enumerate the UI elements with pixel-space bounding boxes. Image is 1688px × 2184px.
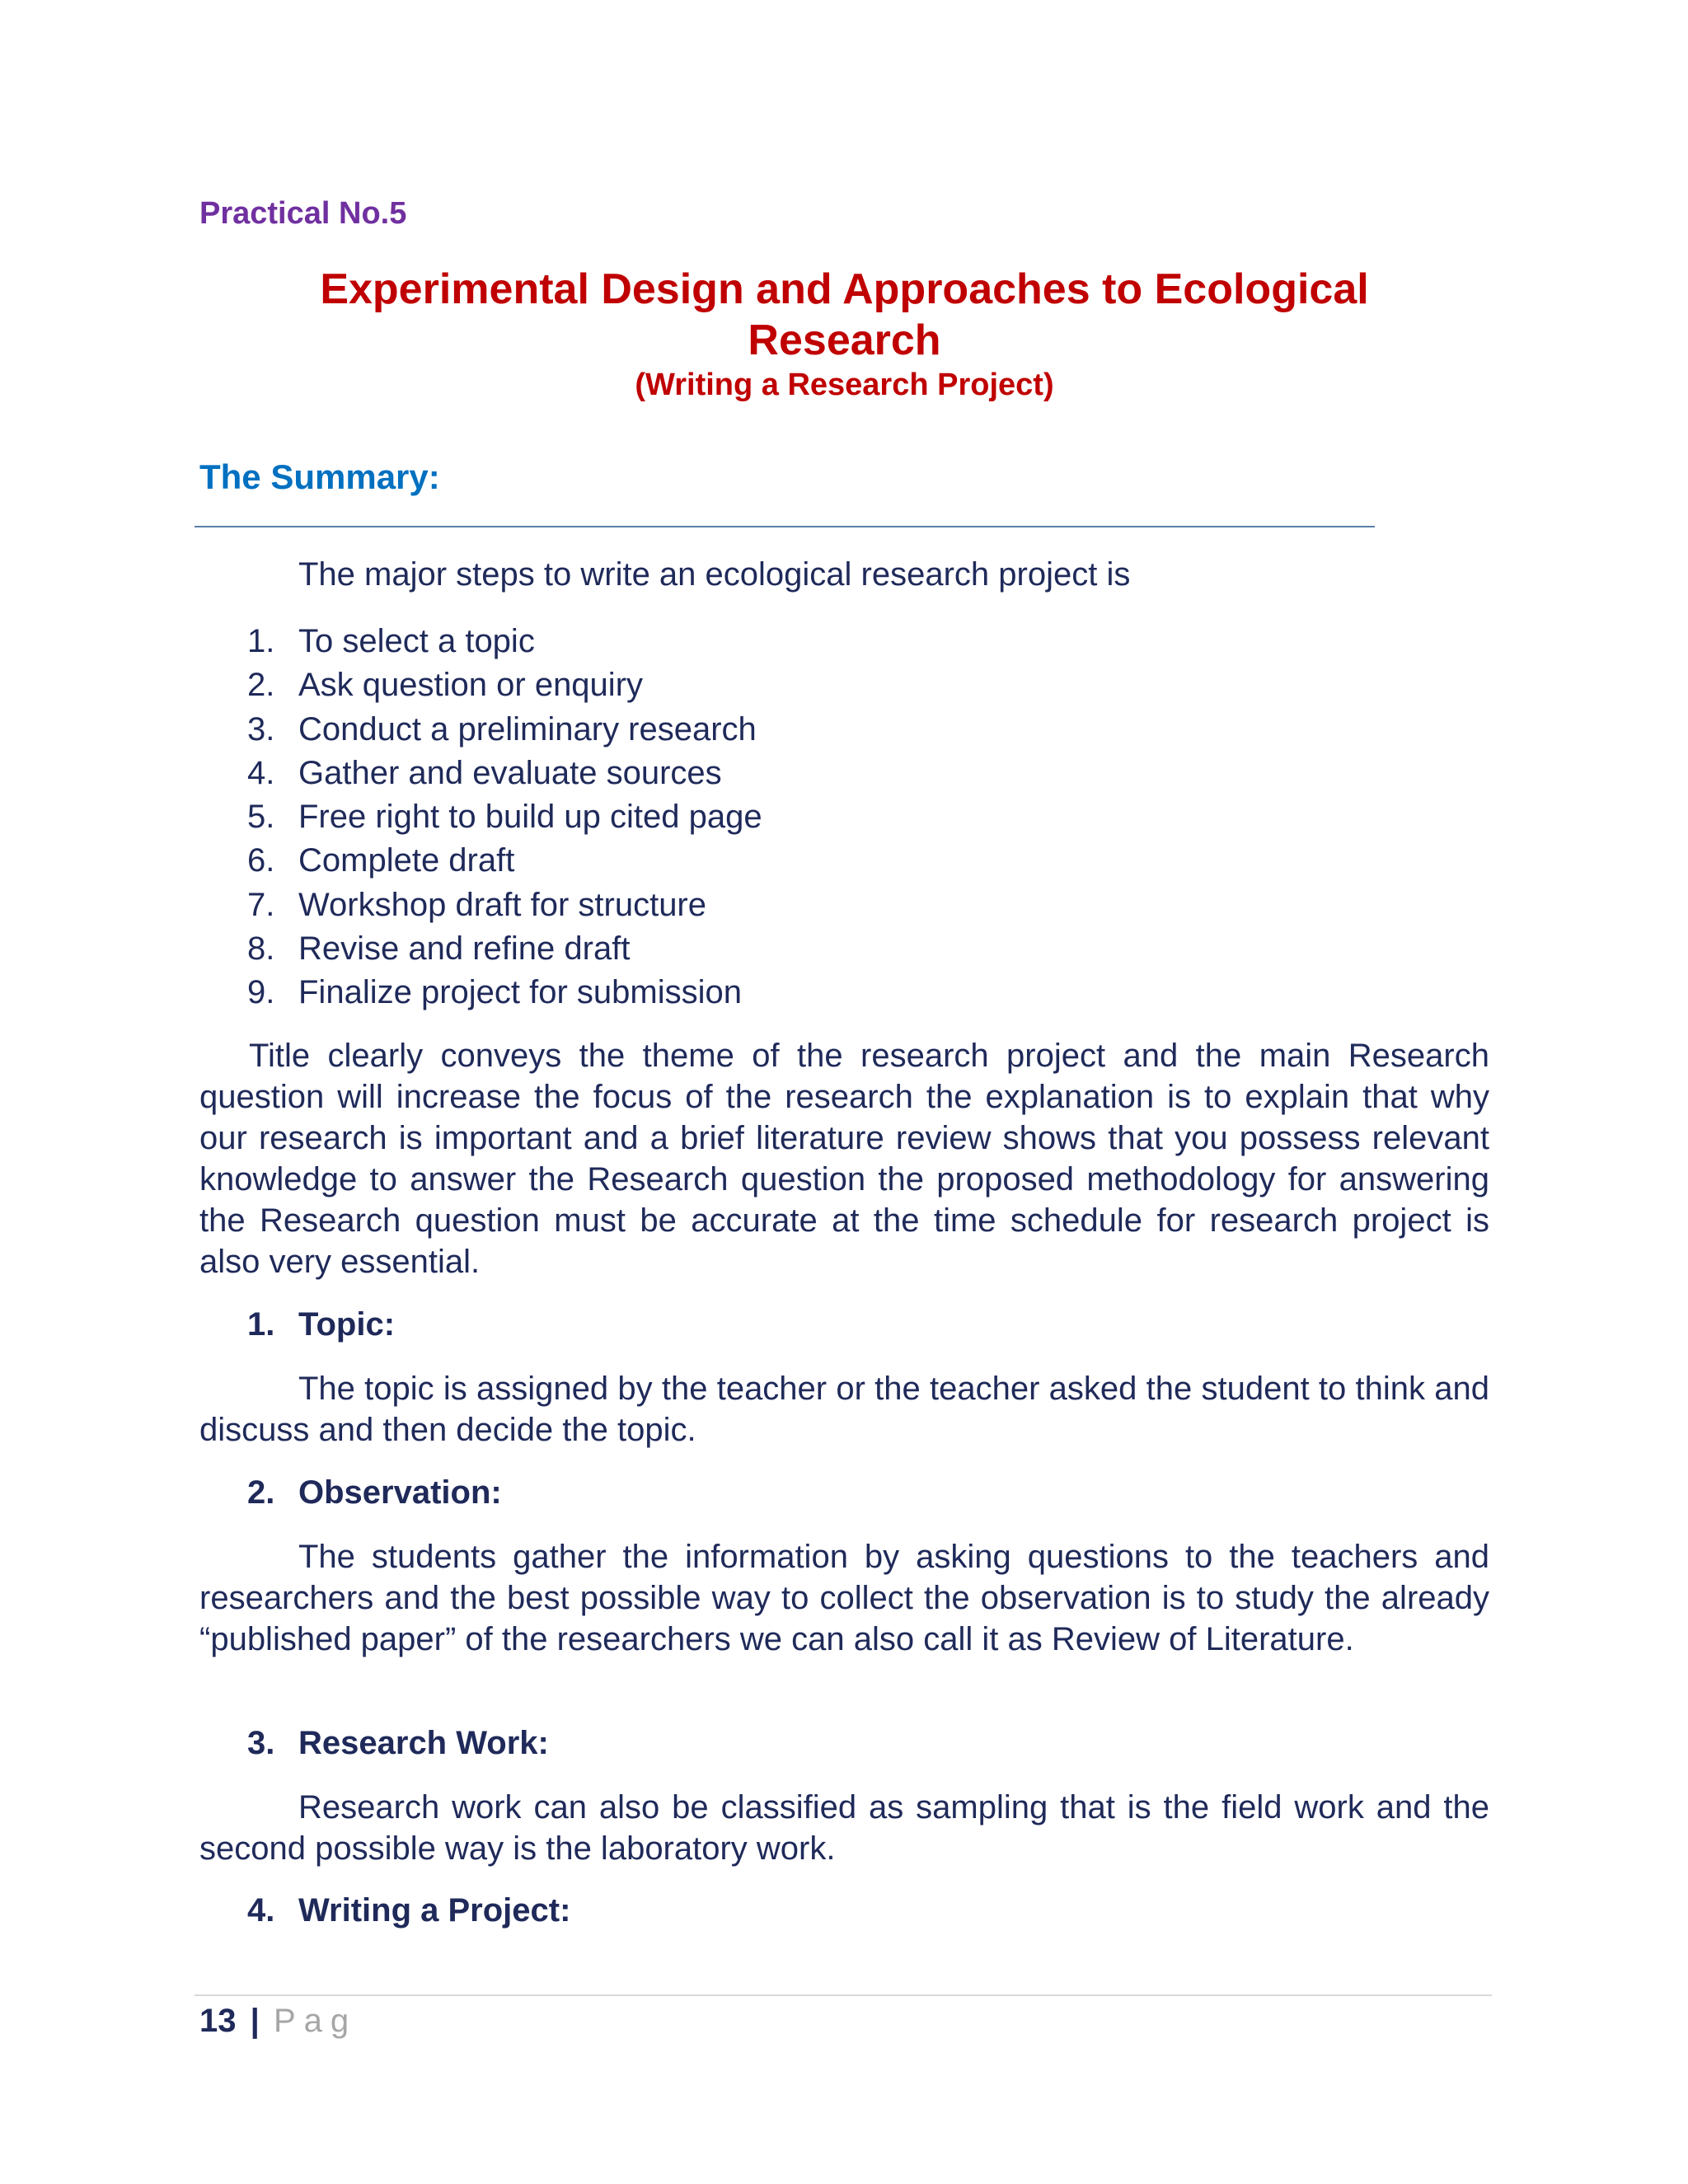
steps-list bbox=[247, 620, 762, 1015]
list-text: Revise and refine draft bbox=[298, 930, 631, 968]
summary-divider bbox=[195, 526, 1375, 527]
section-body-topic: The topic is assigned by the teacher or the teacher asked the student to think and discuss and then decide the topic. bbox=[199, 1371, 1489, 1448]
page-number: 13 bbox=[199, 2003, 237, 2039]
section-number: 2. bbox=[247, 1474, 275, 1511]
list-text: To select a topic bbox=[298, 623, 535, 659]
list-number: 6. bbox=[247, 842, 275, 879]
page-word: Pag bbox=[273, 2003, 358, 2039]
list-text: Complete draft bbox=[298, 842, 515, 879]
section-heading-topic bbox=[247, 1306, 395, 1343]
section-number: 1. bbox=[247, 1306, 275, 1343]
section-heading-research-work bbox=[247, 1725, 549, 1762]
list-item bbox=[247, 708, 762, 752]
practical-label: Practical No.5 bbox=[199, 196, 407, 231]
list-number: 2. bbox=[247, 667, 275, 704]
section-body-research-work: Research work can also be classified as sampling that is the field work and the second possible way is the laboratory work. bbox=[199, 1789, 1489, 1867]
page-title bbox=[199, 264, 1489, 366]
list-text: Finalize project for submission bbox=[298, 974, 742, 1011]
list-number: 9. bbox=[247, 974, 275, 1011]
section-title: Research Work: bbox=[298, 1725, 549, 1761]
list-number: 8. bbox=[247, 930, 275, 968]
section-heading-writing-project bbox=[247, 1892, 570, 1929]
list-text: Free right to build up cited page bbox=[298, 799, 762, 836]
section-title: Writing a Project: bbox=[298, 1892, 571, 1929]
section-body-observation: The students gather the information by asking questions to the teachers and researchers and the best possible way to collect the observation is to study the already “published paper” of the researchers we can also call it as Review of Literature. bbox=[199, 1539, 1489, 1657]
summary-intro: The major steps to write an ecological research project is bbox=[298, 556, 1131, 593]
summary-paragraph: Title clearly conveys the theme of the research project and the main Research question will increase the focus of the research the explanation is to explain that why our research is important and a brief literature review shows that you possess relevant knowledge to answer the Research question the proposed methodology for answering the Research question must be accurate at the time schedule for research project is also very essential. bbox=[199, 1038, 1489, 1280]
list-item bbox=[247, 663, 762, 707]
list-item bbox=[247, 839, 762, 883]
list-number: 3. bbox=[247, 710, 275, 748]
page-subtitle: (Writing a Research Project) bbox=[635, 368, 1054, 402]
section-heading-observation bbox=[247, 1474, 502, 1511]
list-item bbox=[247, 927, 762, 971]
list-item bbox=[247, 795, 762, 839]
section-title: Topic: bbox=[298, 1306, 396, 1343]
page-footer bbox=[199, 2003, 357, 2040]
section-title: Observation: bbox=[298, 1474, 502, 1511]
title-line-2: Research bbox=[748, 316, 941, 364]
list-text: Ask question or enquiry bbox=[298, 667, 644, 704]
summary-heading: The Summary: bbox=[199, 457, 440, 496]
list-number: 1. bbox=[247, 623, 275, 659]
page-separator: | bbox=[250, 2003, 260, 2039]
section-number: 3. bbox=[247, 1725, 275, 1761]
list-number: 4. bbox=[247, 754, 275, 791]
list-item bbox=[247, 883, 762, 927]
list-item bbox=[247, 620, 762, 663]
list-number: 7. bbox=[247, 886, 275, 923]
list-text: Conduct a preliminary research bbox=[298, 710, 757, 748]
list-text: Workshop draft for structure bbox=[298, 886, 706, 923]
title-line-1: Experimental Design and Approaches to Ecological bbox=[320, 265, 1369, 313]
list-item bbox=[247, 752, 762, 795]
list-number: 5. bbox=[247, 799, 275, 836]
footer-divider bbox=[195, 1994, 1492, 1996]
list-item bbox=[247, 971, 762, 1015]
section-number: 4. bbox=[247, 1892, 275, 1929]
list-text: Gather and evaluate sources bbox=[298, 754, 722, 791]
